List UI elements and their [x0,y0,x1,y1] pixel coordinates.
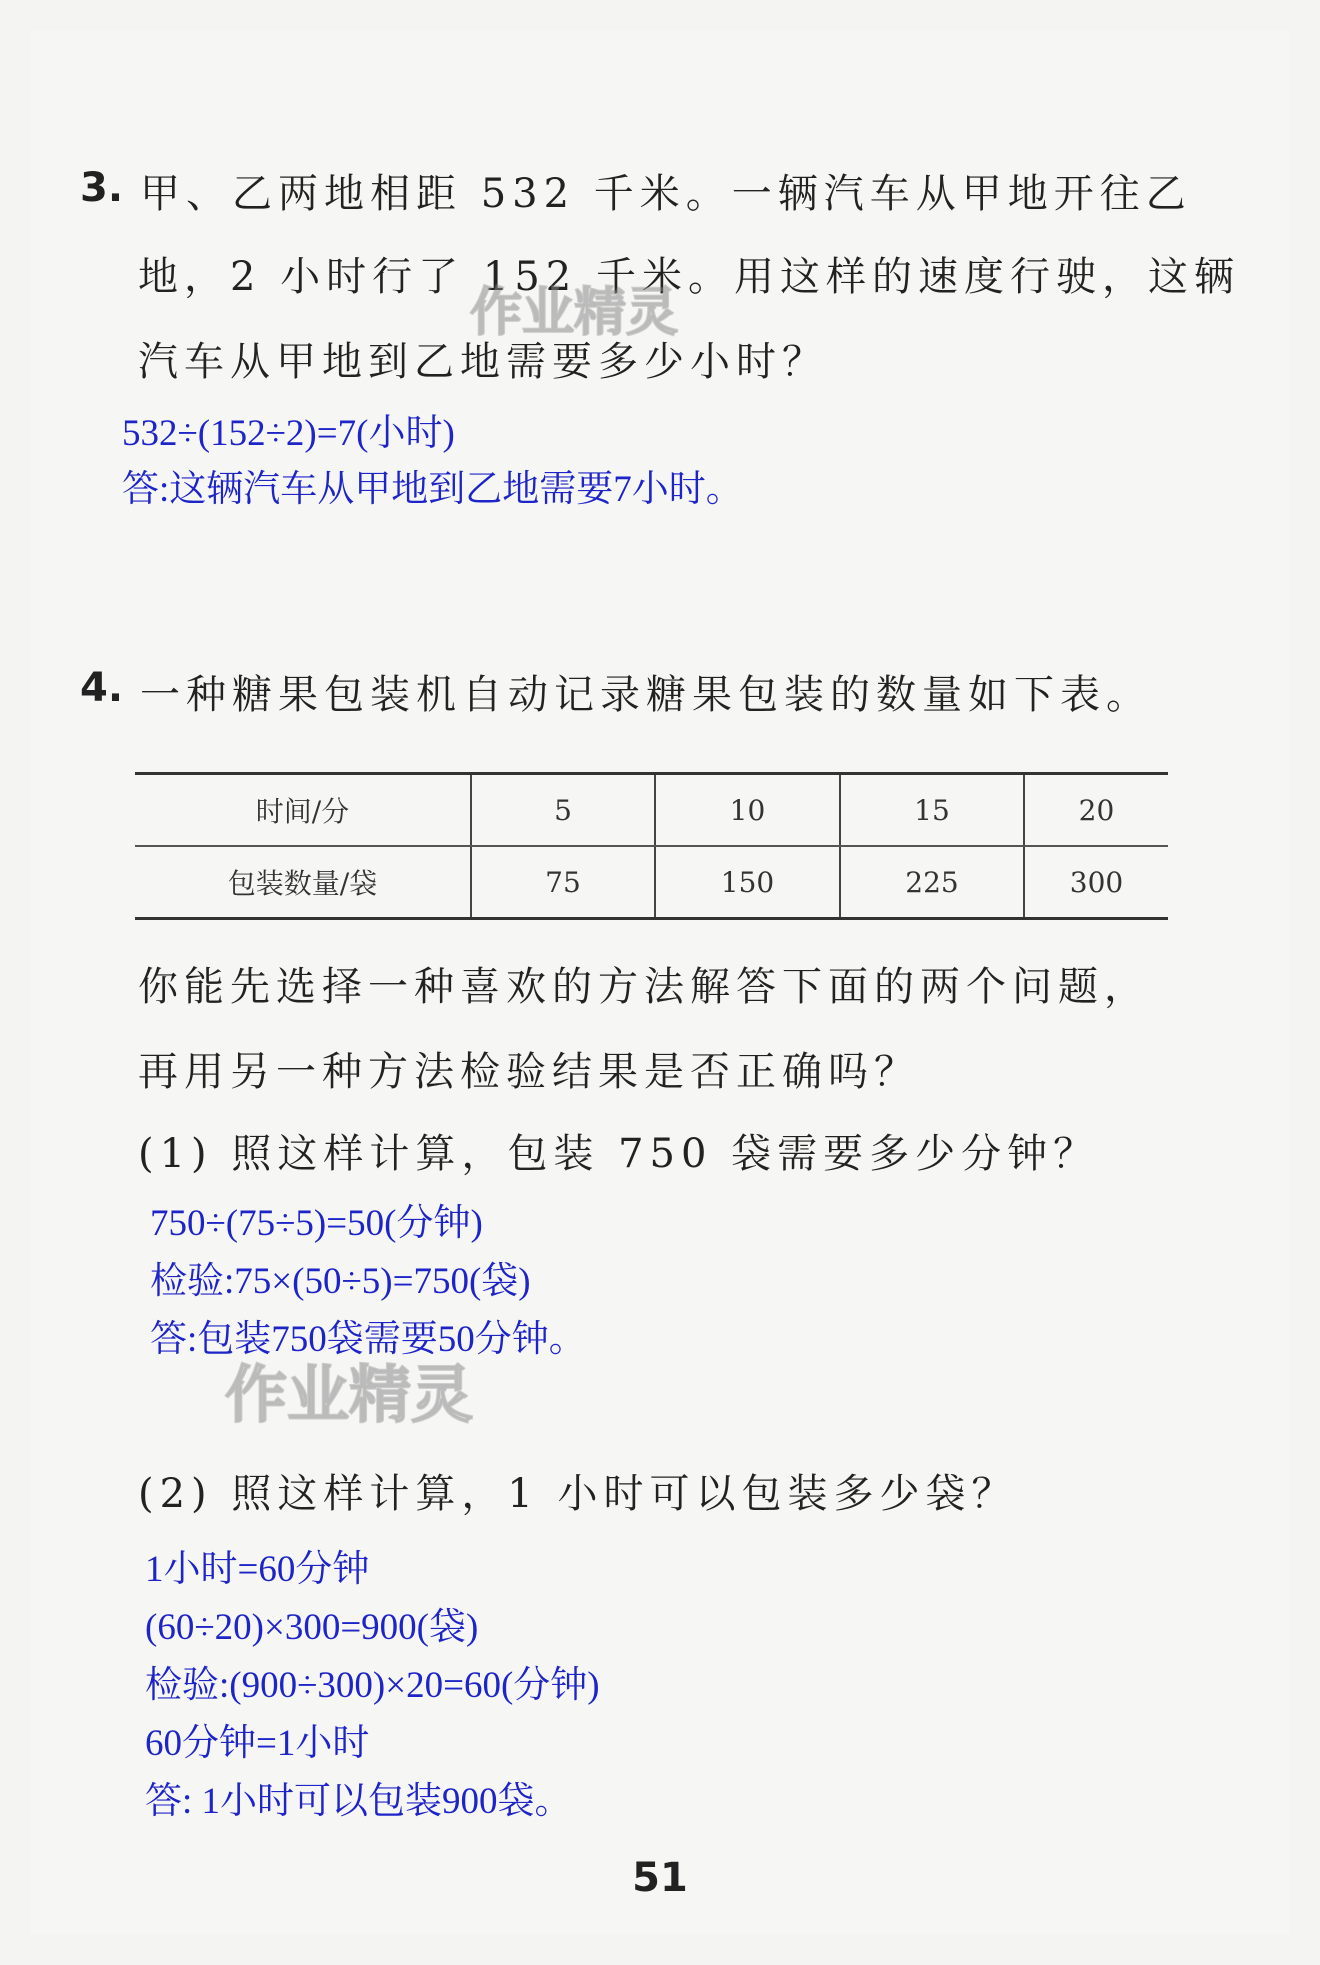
table-header-quantity: 包装数量/袋 [135,846,471,919]
question-3-line-1: 甲、乙两地相距 532 千米。一辆汽车从甲地开往乙 [140,171,1192,217]
table-cell: 300 [1024,846,1168,919]
table-cell: 5 [471,774,655,847]
question-3-number: 3. [80,165,124,211]
sub-question-1: (1) 照这样计算，包装 750 袋需要多少分钟？ [138,1131,1100,1177]
table-row-quantity [135,846,1168,919]
question-3-answer-line-2: 答:这辆汽车从甲地到乙地需要7小时。 [122,469,743,510]
question-4-prompt-line-2: 再用另一种方法检验结果是否正确吗？ [138,1049,920,1095]
packaging-data-table [135,772,1168,920]
question-3-answer-line-1: 532÷(152÷2)=7(小时) [122,413,455,454]
table-cell: 225 [840,846,1024,919]
table-cell: 20 [1024,774,1168,847]
sub-question-1-answer-line-3: 答:包装750袋需要50分钟。 [150,1319,586,1360]
question-4-number: 4. [80,665,124,711]
table-cell: 15 [840,774,1024,847]
sub-question-2-answer-line-5: 答: 1小时可以包装900袋。 [145,1781,572,1822]
watermark-middle: 作业精灵 [225,1358,474,1431]
table-header-time: 时间/分 [135,774,471,847]
sub-question-2-answer-line-4: 60分钟=1小时 [145,1723,370,1764]
question-3-line-3: 汽车从甲地到乙地需要多少小时？ [138,339,828,385]
question-3-line-2: 地，2 小时行了 152 千米。用这样的速度行驶，这辆 [138,254,1240,300]
sub-question-2: (2) 照这样计算，1 小时可以包装多少袋？ [138,1471,1018,1517]
sub-question-2-answer-line-1: 1小时=60分钟 [145,1549,370,1590]
table-cell: 75 [471,846,655,919]
sub-question-2-answer-line-2: (60÷20)×300=900(袋) [145,1607,479,1648]
sub-question-2-answer-line-3: 检验:(900÷300)×20=60(分钟) [145,1665,600,1706]
table-cell: 10 [655,774,840,847]
question-4-prompt-line-1: 你能先选择一种喜欢的方法解答下面的两个问题， [138,964,1150,1010]
watermark-top: 作业精灵 [470,283,679,343]
page-number: 51 [632,1855,688,1901]
sub-question-1-answer-line-1: 750÷(75÷5)=50(分钟) [150,1203,483,1244]
table-row-time [135,774,1168,847]
table-cell: 150 [655,846,840,919]
sub-question-1-answer-line-2: 检验:75×(50÷5)=750(袋) [150,1261,531,1302]
question-4-intro: 一种糖果包装机自动记录糖果包装的数量如下表。 [140,672,1152,718]
